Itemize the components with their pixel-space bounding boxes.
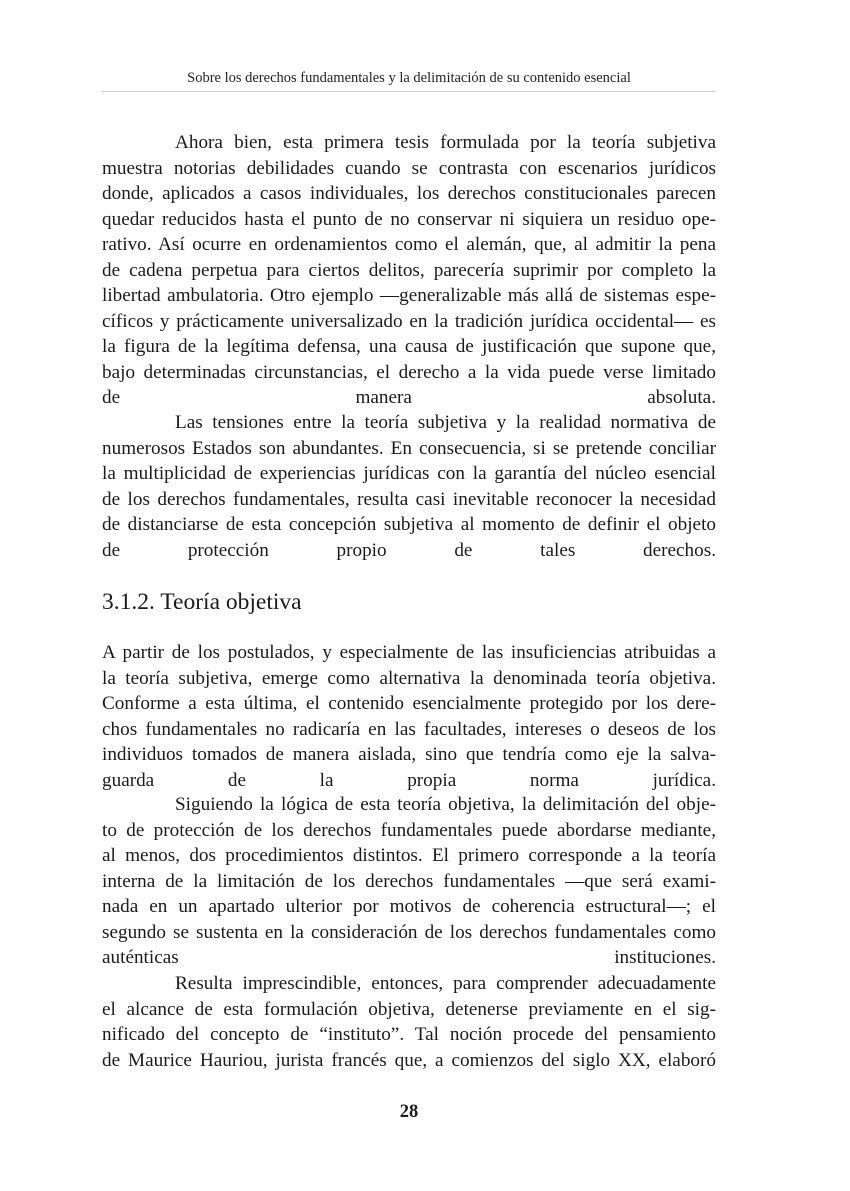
text-line: de manera absoluta. — [102, 387, 716, 408]
text-line: de distanciarse de esta concepción subjetiva al momento de definir el objeto — [102, 514, 716, 535]
text-line: Resulta imprescindible, entonces, para comprender adecuadamente — [175, 973, 716, 994]
text-line: de los derechos fundamentales, resulta casi inevitable reconocer la necesidad — [102, 488, 716, 510]
text-line: rativo. Así ocurre en ordenamientos como el alemán, que, al admitir la pena — [102, 234, 716, 255]
text-line: libertad ambulatoria. Otro ejemplo —generalizable más allá de sistemas espe- — [102, 285, 716, 306]
text-line: numerosos Estados son abundantes. En consecuencia, si se pretende conciliar — [102, 437, 716, 459]
paragraph-2 — [102, 410, 716, 563]
text-line: quedar reducidos hasta el punto de no conservar ni siquiera un residuo ope- — [102, 208, 716, 230]
text-line: donde, aplicados a casos individuales, los derechos constitucionales parecen — [102, 183, 716, 204]
text-line: guarda de la propia norma jurídica. — [102, 769, 716, 791]
text-line: interna de la limitación de los derechos fundamentales —que será exami- — [102, 870, 716, 892]
text-line: Las tensiones entre la teoría subjetiva y la realidad normativa de — [175, 412, 716, 433]
text-line: to de protección de los derechos fundamentales puede abordarse mediante, — [102, 819, 716, 841]
text-line: muestra notorias debilidades cuando se contrasta con escenarios jurídicos — [102, 157, 716, 179]
header-rule — [102, 91, 716, 92]
paragraph-3 — [102, 640, 716, 793]
text-line: A partir de los postulados, y especialmente de las insuficiencias atribuidas a — [102, 642, 716, 663]
page-number: 28 — [399, 1102, 419, 1122]
paragraph-1 — [102, 130, 716, 411]
text-line: la figura de la legítima defensa, una causa de justificación que supone que, — [102, 336, 716, 357]
text-line: auténticas instituciones. — [102, 947, 716, 968]
text-line: de cadena perpetua para ciertos delitos, parecería suprimir por completo la — [102, 259, 716, 281]
text-line: Ahora bien, esta primera tesis formulada por la teoría subjetiva — [175, 132, 716, 153]
text-line: la multiplicidad de experiencias jurídicas con la garantía del núcleo esencial — [102, 463, 716, 484]
paragraph-5 — [102, 971, 716, 1073]
text-line: nificado del concepto de “instituto”. Tal noción procede del pensamiento — [102, 1024, 716, 1045]
text-line: de Maurice Hauriou, jurista francés que, a comienzos del siglo XX, elaboró — [102, 1049, 716, 1071]
paragraph-4 — [102, 792, 716, 971]
text-line: al menos, dos procedimientos distintos. El primero corresponde a la teoría — [102, 845, 716, 866]
text-line: la teoría subjetiva, emerge como alternativa la denominada teoría objetiva. — [102, 667, 716, 689]
running-head: Sobre los derechos fundamentales y la delimitación de su contenido esencial — [187, 70, 631, 86]
text-line: individuos tomados de manera aislada, sino que tendría como eje la salva- — [102, 744, 716, 765]
section-heading: 3.1.2. Teoría objetiva — [102, 589, 302, 615]
text-line: cíficos y prácticamente universalizado en la tradición jurídica occidental— es — [102, 310, 716, 332]
text-line: segundo se sustenta en la consideración de los derechos fundamentales como — [102, 921, 716, 943]
text-line: chos fundamentales no radicaría en las facultades, intereses o deseos de los — [102, 718, 716, 740]
text-line: el alcance de esta formulación objetiva, detenerse previamente en el sig- — [102, 998, 716, 1020]
text-line: nada en un apartado ulterior por motivos de coherencia estructural—; el — [102, 896, 716, 917]
text-line: Conforme a esta última, el contenido esencialmente protegido por los dere- — [102, 693, 716, 714]
text-line: bajo determinadas circunstancias, el derecho a la vida puede verse limitado — [102, 361, 716, 383]
text-line: Siguiendo la lógica de esta teoría objetiva, la delimitación del obje- — [175, 794, 716, 815]
text-line: de protección propio de tales derechos. — [102, 539, 716, 561]
